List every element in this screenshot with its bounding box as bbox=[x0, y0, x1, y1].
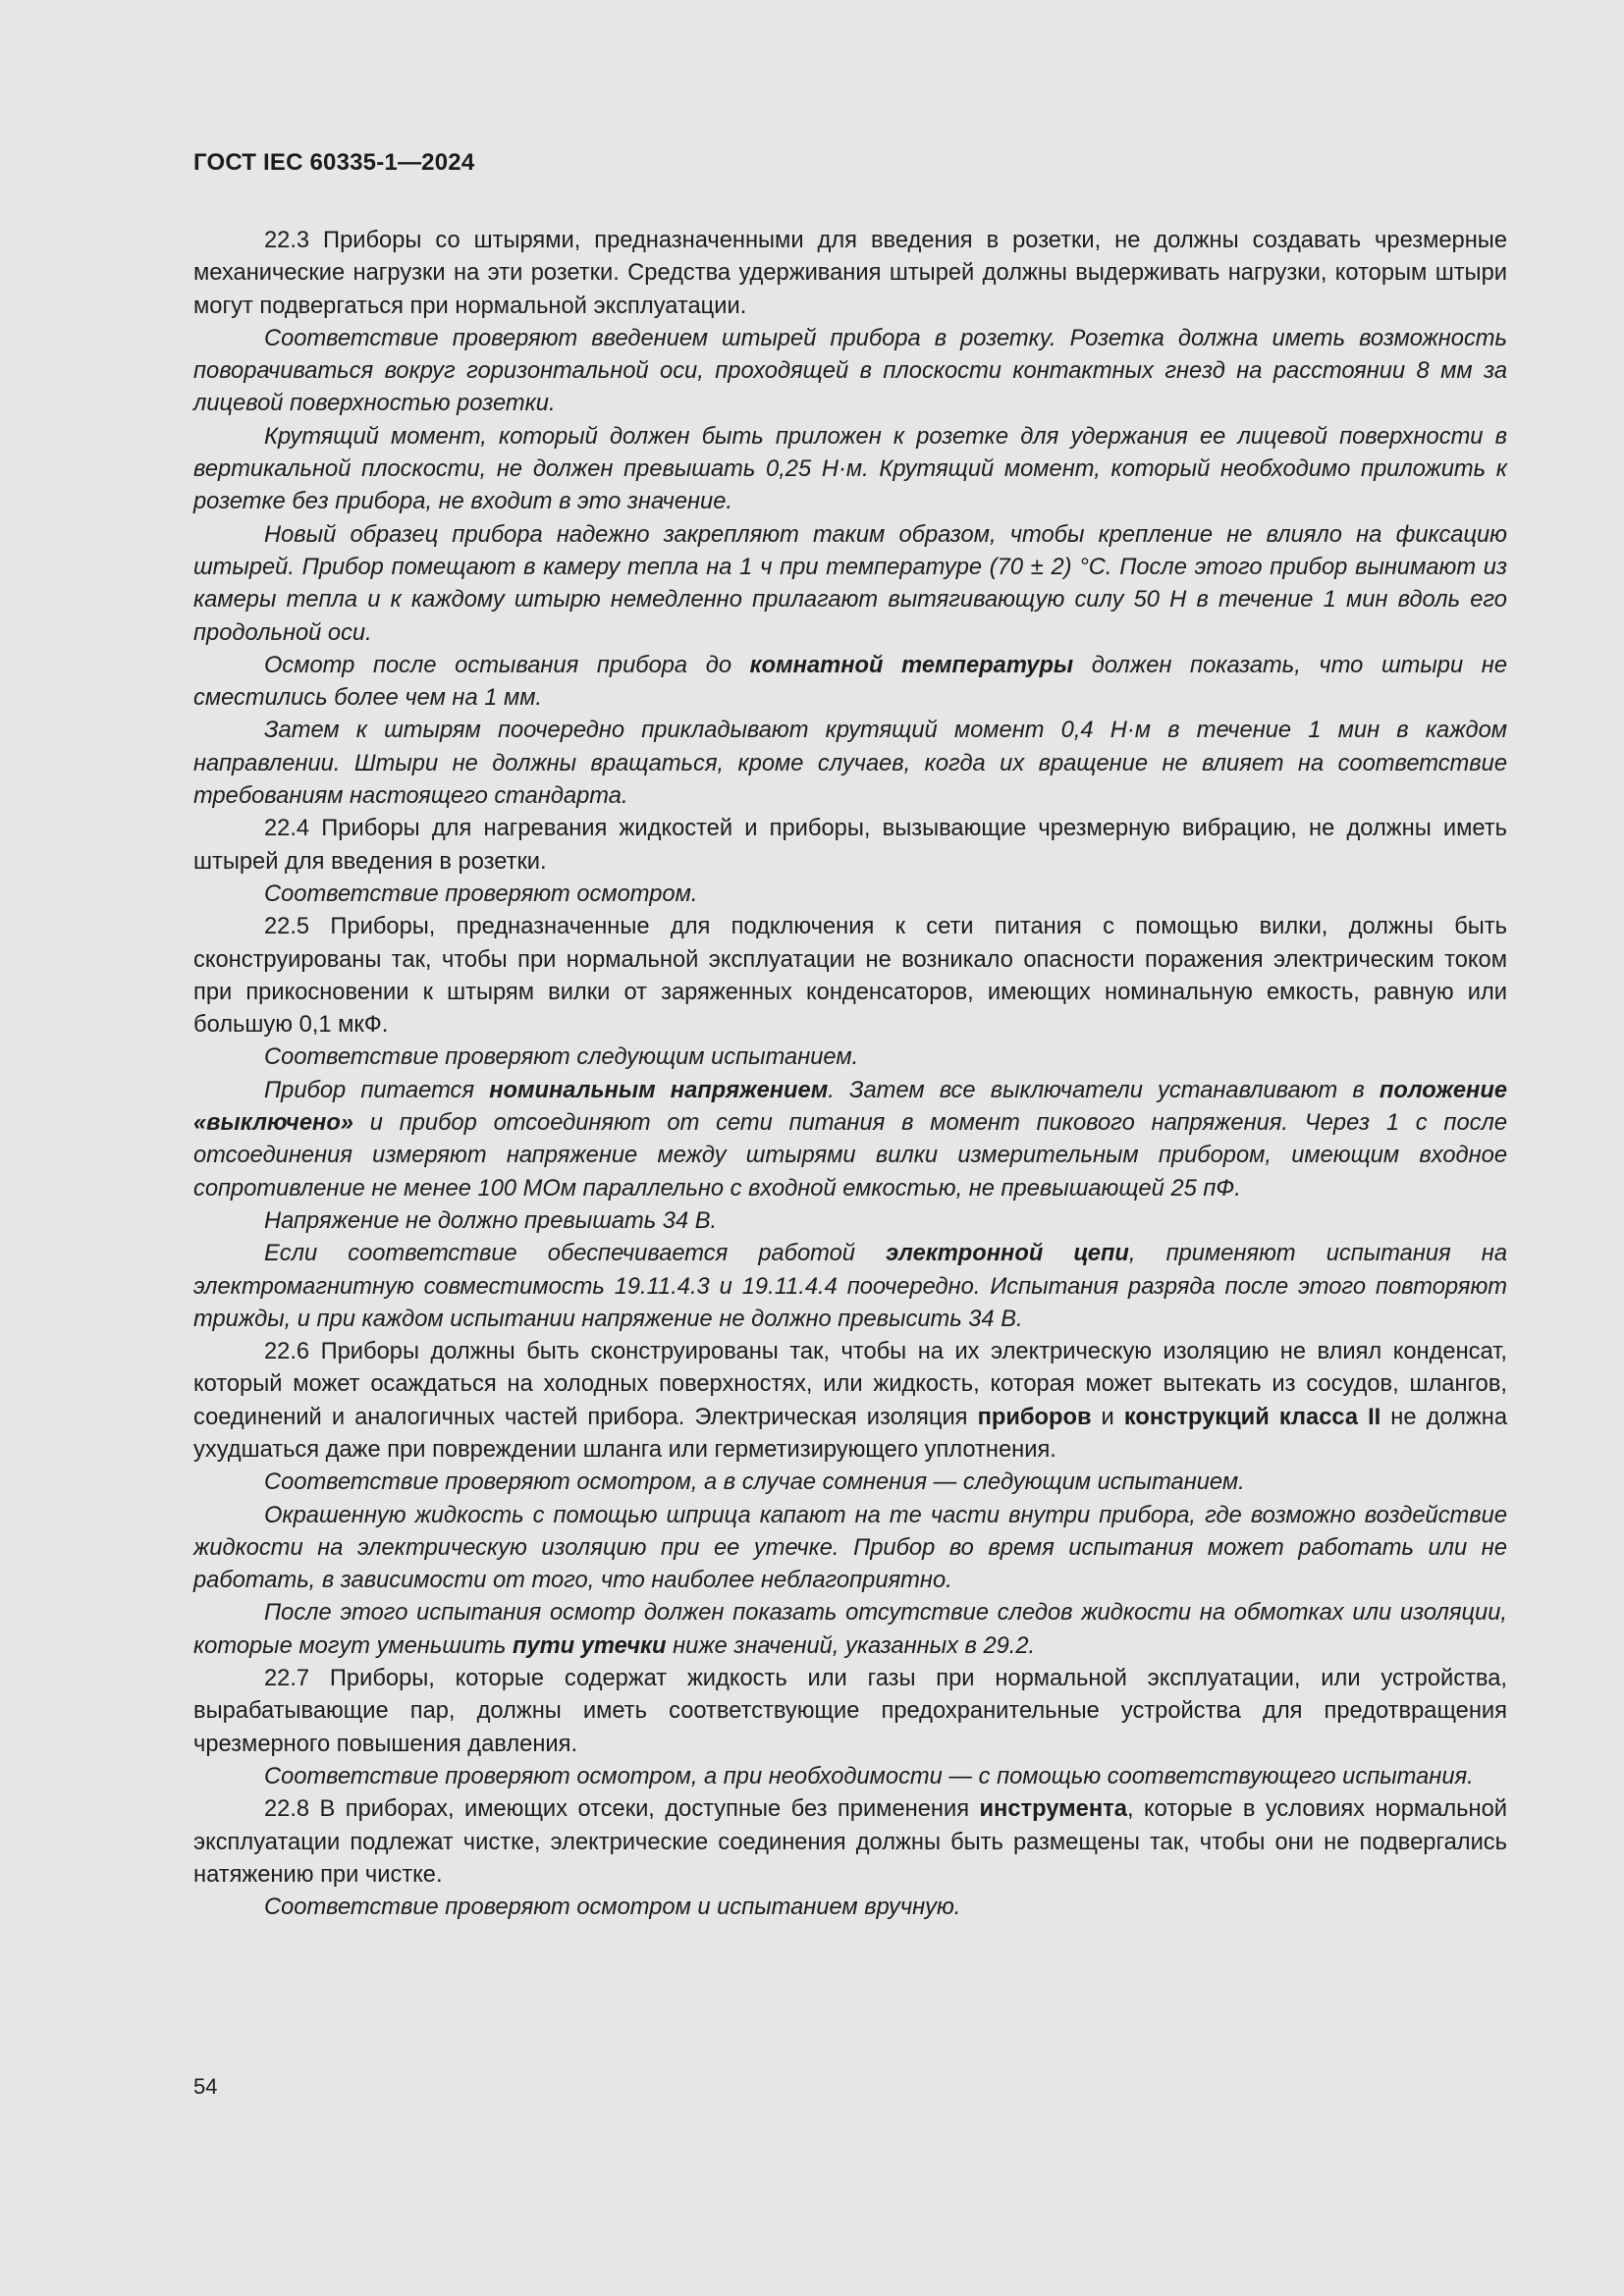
text-run: должен показать, что штыри не сместились более чем на 1 мм. bbox=[193, 652, 1507, 712]
text-run: 22.6 Приборы должны быть сконструированы так, чтобы на их электрическую изоляцию не влиял конденсат, который может осаждаться на холодных поверхностях, или жидкость, которая может вытекать из сосудов, шлангов, соединений и аналогичных частей прибора. Электрическая изоляция bbox=[193, 1339, 1507, 1430]
text-run: . Затем все выключатели устанавливают в bbox=[828, 1077, 1380, 1103]
test-paragraph: Затем к штырям поочередно прикладывают крутящий момент 0,4 Н·м в течение 1 мин в каждом направлении. Штыри не должны вращаться, кроме случаев, когда их вращение не влияет на соответствие требованиям настоящего стандарта. bbox=[193, 718, 1507, 810]
compliance-paragraph: Соответствие проверяют осмотром. bbox=[264, 881, 698, 907]
text-run: и bbox=[1091, 1404, 1124, 1430]
text-run: , применяют испытания на электромагнитную совместимость 19.11.4.3 и 19.11.4.4 поочередно. Испытания разряда после этого повторяют трижды, и при каждом испытании напряжение не должно превысить 34 В. bbox=[193, 1241, 1507, 1332]
page-number: 54 bbox=[193, 2074, 218, 2099]
compliance-paragraph: Соответствие проверяют осмотром, а при необходимости — с помощью соответствующего испытания. bbox=[264, 1763, 1474, 1789]
defined-term: инструмента bbox=[979, 1796, 1127, 1823]
test-paragraph bbox=[193, 1238, 1507, 1336]
defined-term: приборов bbox=[977, 1404, 1092, 1430]
text-run: Если соответствие обеспечивается работой bbox=[264, 1241, 887, 1267]
defined-term: электронной цепи bbox=[886, 1241, 1129, 1267]
paragraph-22-7: 22.7 Приборы, которые содержат жидкость или газы при нормальной эксплуатации, или устройства, вырабатывающие пар, должны иметь соответствующие предохранительные устройства для предотвращения чрезмерного повышения давления. bbox=[193, 1666, 1507, 1757]
text-run: Прибор питается bbox=[264, 1077, 490, 1103]
document-header: ГОСТ IEC 60335-1—2024 bbox=[193, 149, 475, 176]
text-run: и прибор отсоединяют от сети питания в момент пикового напряжения. Через 1 с после отсоединения измеряют напряжение между штырями вилки измерительным прибором, имеющим входное сопротивление не менее 100 МОм параллельно с входной емкостью, не превышающей 25 пФ. bbox=[193, 1110, 1507, 1201]
test-paragraph bbox=[193, 1597, 1507, 1663]
defined-term: пути утечки bbox=[512, 1632, 667, 1659]
test-paragraph: Окрашенную жидкость с помощью шприца капают на те части внутри прибора, где возможно воздействие жидкости на электрическую изоляцию при ее утечке. Прибор во время испытания может работать или не работать, в зависимости от того, что наиболее неблагоприятно. bbox=[193, 1502, 1507, 1594]
text-run: , которые в условиях нормальной эксплуатации подлежат чистке, электрические соединения должны быть размещены так, чтобы они не подвергались натяжению при чистке. bbox=[193, 1796, 1508, 1888]
test-paragraph: Крутящий момент, который должен быть приложен к розетке для удержания ее лицевой поверхности в вертикальной плоскости, не должен превышать 0,25 Н·м. Крутящий момент, который необходимо приложить к розетке без прибора, не входит в это значение. bbox=[193, 423, 1507, 515]
compliance-paragraph: Соответствие проверяют осмотром и испытанием вручную. bbox=[264, 1895, 961, 1921]
defined-term: конструкций класса II bbox=[1123, 1404, 1381, 1430]
text-run: ниже значений, указанных в 29.2. bbox=[666, 1632, 1036, 1659]
test-paragraph: Напряжение не должно превышать 34 В. bbox=[264, 1207, 718, 1234]
paragraph-22-3: 22.3 Приборы со штырями, предназначенными для введения в розетки, не должны создавать чрезмерные механические нагрузки на эти розетки. Средства удерживания штырей должны выдерживать нагрузки, которым штыри могут подвергаться при нормальной эксплуатации. bbox=[193, 228, 1507, 319]
test-paragraph bbox=[193, 1075, 1507, 1205]
compliance-paragraph: Соответствие проверяют следующим испытанием. bbox=[264, 1044, 859, 1071]
defined-term: комнатной температуры bbox=[749, 652, 1074, 678]
paragraph-22-6 bbox=[193, 1336, 1507, 1467]
paragraph-22-4: 22.4 Приборы для нагревания жидкостей и приборы, вызывающие чрезмерную вибрацию, не должны иметь штырей для введения в розетки. bbox=[193, 816, 1507, 875]
compliance-paragraph: Соответствие проверяют введением штырей прибора в розетку. Розетка должна иметь возможность поворачиваться вокруг горизонтальной оси, проходящей в плоскости контактных гнезд на расстоянии 8 мм за лицевой поверхностью розетки. bbox=[193, 325, 1507, 417]
text-run: не должна ухудшаться даже при повреждении шланга или герметизирующего уплотнения. bbox=[193, 1404, 1507, 1463]
compliance-paragraph: Соответствие проверяют осмотром, а в случае сомнения — следующим испытанием. bbox=[264, 1469, 1245, 1496]
paragraph-22-8 bbox=[193, 1793, 1507, 1892]
text-run: После этого испытания осмотр должен показать отсутствие следов жидкости на обмотках или изоляции, которые могут уменьшить bbox=[193, 1600, 1507, 1659]
text-run: 22.8 В приборах, имеющих отсеки, доступные без применения bbox=[264, 1796, 980, 1823]
paragraph-22-5: 22.5 Приборы, предназначенные для подключения к сети питания с помощью вилки, должны быть сконструированы так, чтобы при нормальной эксплуатации не возникало опасности поражения электрическим током при прикосновении к штырям вилки от заряженных конденсаторов, имеющих номинальную емкость, равную или большую 0,1 мкФ. bbox=[193, 914, 1507, 1039]
defined-term: положение «выключено» bbox=[193, 1077, 1508, 1137]
defined-term: номинальным напряжением bbox=[489, 1077, 829, 1103]
text-run: Осмотр после остывания прибора до bbox=[264, 652, 750, 678]
test-paragraph: Новый образец прибора надежно закрепляют таким образом, чтобы крепление не влияло на фиксацию штырей. Прибор помещают в камеру тепла на 1 ч при температуре (70 ± 2) °С. После этого прибор вынимают из камеры тепла и к каждому штырю немедленно прилагают вытягивающую силу 50 Н в течение 1 мин вдоль его продольной оси. bbox=[193, 521, 1507, 646]
page-body bbox=[193, 225, 1507, 1924]
test-paragraph bbox=[193, 650, 1507, 716]
